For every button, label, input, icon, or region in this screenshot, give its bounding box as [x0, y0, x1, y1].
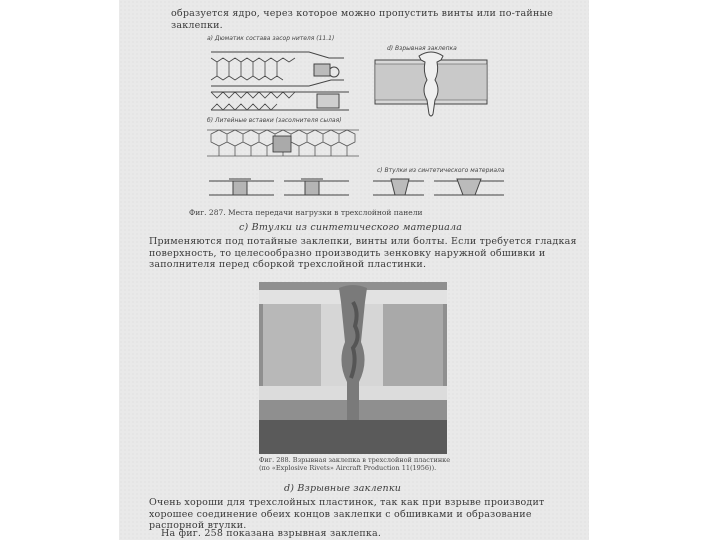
fig287-label-b: б) Литейные вставки (засолнителя сылая) — [207, 117, 342, 124]
drawing-c — [373, 179, 504, 195]
section-c-paragraph: Применяются под потайные заклепки, винты или болты. Если требуется гладкая поверхность, то целесообразно производить зенковку наружной обшивки и заполнителя перед сборкой трехслойной пластинки. — [149, 236, 577, 270]
drawing-d — [375, 52, 487, 116]
drawing-b — [207, 130, 359, 156]
section-d-paragraph: Очень хороши для трехслойных пластинок, так как при взрыве производит хорошее соединение обеих концов заклепки с обшивками и образование распорной втулки. — [149, 497, 545, 531]
fig287-label-d: d) Взрывная заклепка — [387, 45, 457, 52]
section-d-heading: d) Взрывные заклепки — [284, 483, 402, 494]
fig287-label-c: с) Втулки из синтетического материала — [377, 167, 505, 174]
section-c-heading: с) Втулки из синтетического материала — [239, 222, 463, 233]
drawing-a2 — [211, 92, 349, 110]
drawing-joints-left — [209, 179, 349, 195]
rivet-photo-drawing — [259, 282, 447, 454]
fig288-photo — [259, 282, 447, 454]
figure-287-drawings — [119, 0, 589, 230]
bottom-line: На фиг. 258 показана взрывная заклепка. — [161, 528, 382, 539]
fig288-caption: Фиг. 288. Взрывная заклепка в трехслойной пластинке (по «Explosive Rivets» Aircraft Production 11(1956)). — [259, 456, 451, 472]
fig287-label-a: а) Дюматик состава засор нителя (11.1) — [207, 35, 335, 42]
top-paragraph: образуется ядро, через которое можно пропустить винты или по-тайные заклепки. — [171, 8, 554, 31]
drawing-a — [211, 52, 344, 86]
fig287-caption: Фиг. 287. Места передачи нагрузки в трехслойной панели — [189, 208, 423, 217]
book-page — [119, 0, 589, 540]
